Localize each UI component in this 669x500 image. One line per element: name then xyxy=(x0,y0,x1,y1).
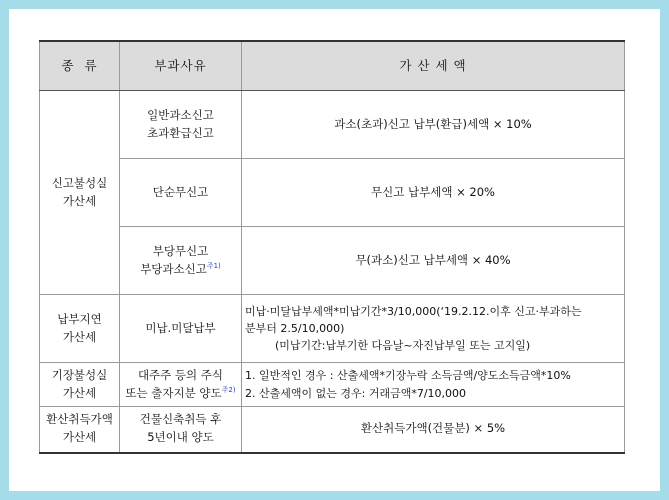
reason-line xyxy=(123,385,238,403)
type-cell: 신고불성실 가산세 xyxy=(40,91,120,295)
reason-cell: 단순무신고 xyxy=(120,159,242,227)
header-type: 종 류 xyxy=(40,41,120,91)
footnote-marker: 주2) xyxy=(221,385,236,394)
type-cell: 기장불성실 가산세 xyxy=(40,363,120,407)
reason-cell: 일반과소신고 초과환급신고 xyxy=(120,91,242,159)
reason-cell: 건물신축취득 후 5년이내 양도 xyxy=(120,407,242,453)
amount-cell xyxy=(242,363,625,407)
header-reason: 부과사유 xyxy=(120,41,242,91)
reason-cell: 미납.미달납부 xyxy=(120,295,242,363)
type-cell: 환산취득가액 가산세 xyxy=(40,407,120,453)
amount-cell: 환산취득가액(건물분) × 5% xyxy=(242,407,625,453)
reason-line: 대주주 등의 주식 xyxy=(137,367,224,382)
reason-text: 부당과소신고 xyxy=(140,261,207,276)
table-row xyxy=(40,295,625,363)
reason-cell xyxy=(120,363,242,407)
amount-line: (미납기간:납부기한 다음날~자진납부일 또는 고지일) xyxy=(275,339,531,353)
table-header-row xyxy=(40,41,625,91)
document-page xyxy=(9,9,660,491)
reason-cell xyxy=(120,227,242,295)
amount-cell xyxy=(242,295,625,363)
footnote-marker: 주1) xyxy=(206,261,221,270)
penalty-tax-table xyxy=(39,40,625,454)
table-row xyxy=(40,91,625,159)
table-row xyxy=(40,407,625,453)
amount-line: 1. 일반적인 경우 : 산출세액*기장누락 소득금액/양도소득금액*10% xyxy=(245,369,571,383)
amount-cell: 과소(초과)신고 납부(환급)세액 × 10% xyxy=(242,91,625,159)
amount-line: 미납·미달납부세액*미납기간*3/10,000(‘19.2.12.이후 신고·부과하는 xyxy=(245,304,582,318)
reason-line: 부당무신고 xyxy=(152,243,209,258)
amount-cell: 무신고 납부세액 × 20% xyxy=(242,159,625,227)
table-row xyxy=(40,159,625,227)
reason-text: 또는 출자지분 양도 xyxy=(125,385,222,400)
table-row xyxy=(40,227,625,295)
amount-cell: 무(과소)신고 납부세액 × 40% xyxy=(242,227,625,295)
type-cell: 납부지연 가산세 xyxy=(40,295,120,363)
amount-line: 2. 산출세액이 없는 경우: 거래금액*7/10,000 xyxy=(245,386,467,400)
header-amount: 가 산 세 액 xyxy=(242,41,625,91)
reason-line xyxy=(123,261,238,279)
amount-line: 분부터 2.5/10,000) xyxy=(245,321,345,335)
table-row xyxy=(40,363,625,407)
